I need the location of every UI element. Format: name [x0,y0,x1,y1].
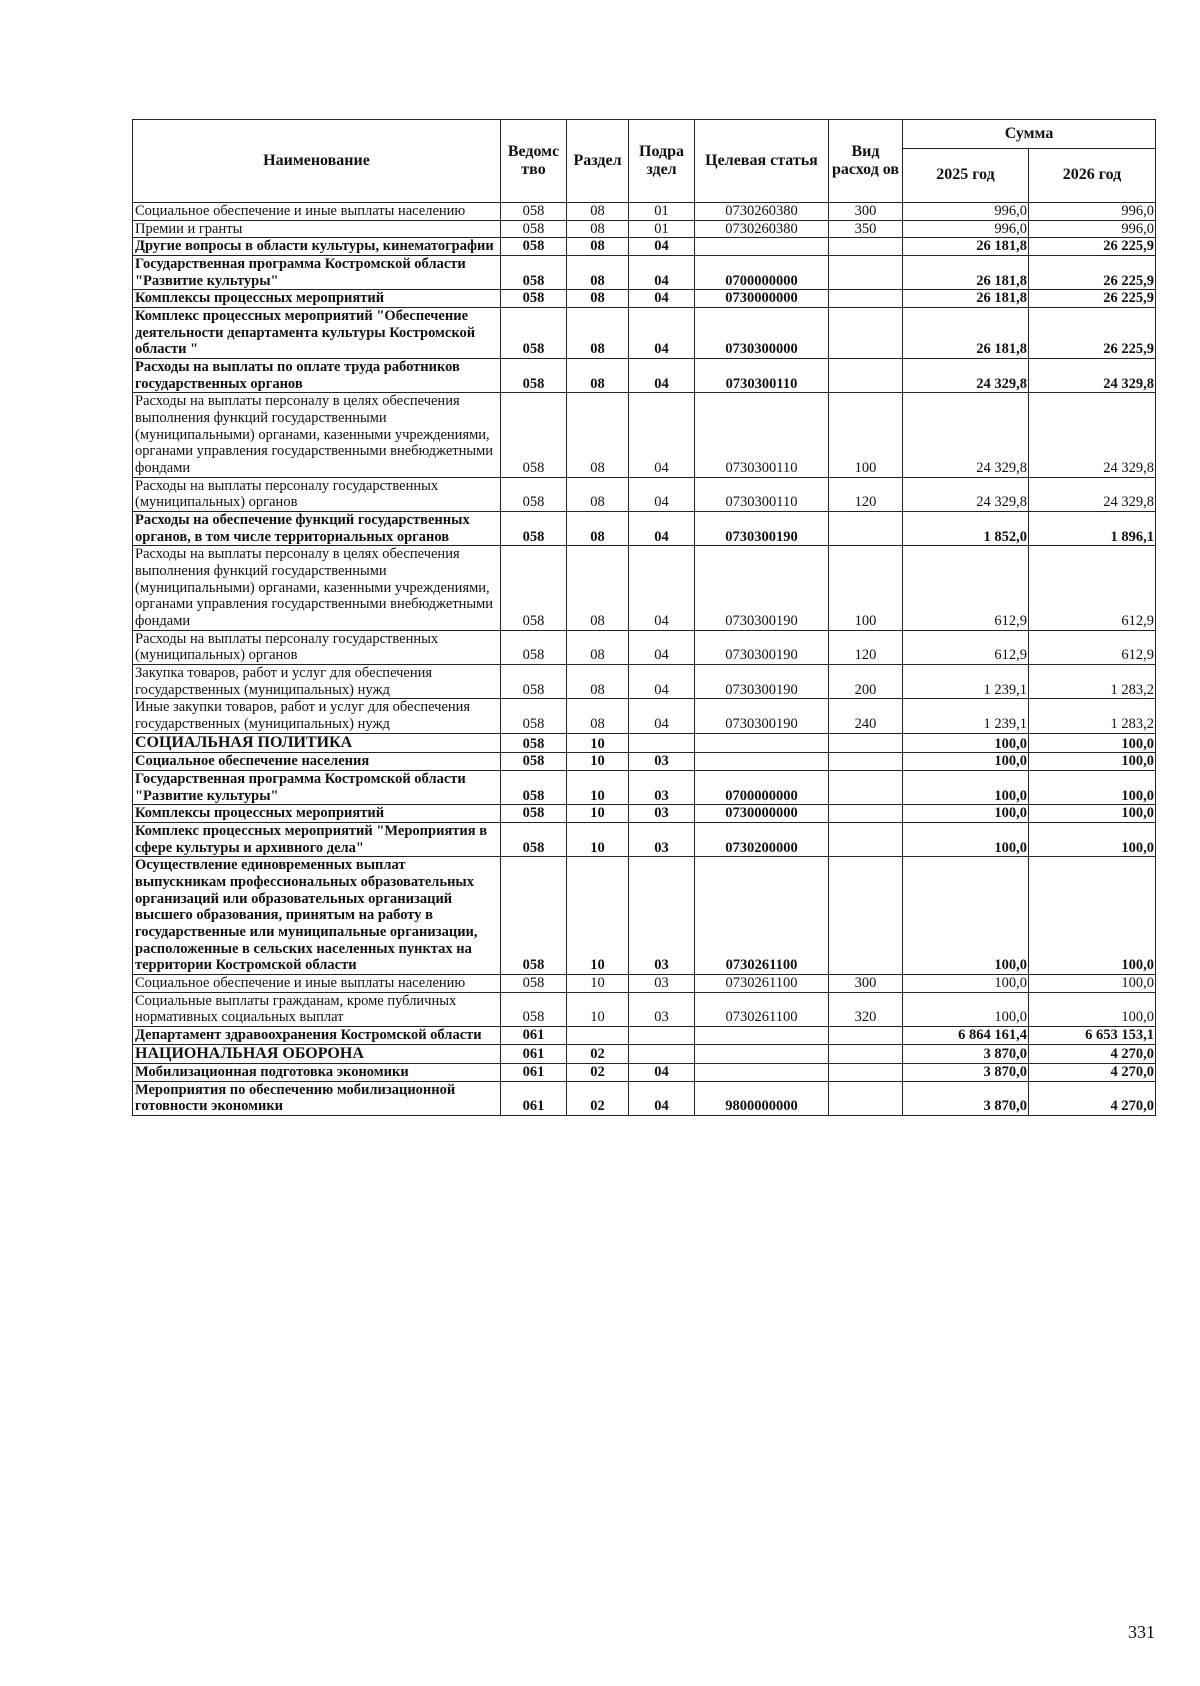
row-vid [829,1064,903,1082]
row-tselevaya: 0730260380 [695,220,829,238]
row-podrazdel: 04 [629,393,695,477]
row-sum-2026: 100,0 [1029,770,1156,804]
table-row [133,1026,1156,1044]
row-podrazdel: 03 [629,770,695,804]
table-row [133,770,1156,804]
row-sum-2026: 1 283,2 [1029,699,1156,733]
row-sum-2026: 26 225,9 [1029,290,1156,308]
row-podrazdel [629,1044,695,1063]
row-vid: 240 [829,699,903,733]
row-razdel: 10 [567,992,629,1026]
row-vedomstvo: 058 [501,359,567,393]
row-vid [829,308,903,359]
row-name: Социальное обеспечение и иные выплаты населению [133,203,501,221]
row-sum-2026: 100,0 [1029,822,1156,856]
row-vid [829,256,903,290]
row-vedomstvo: 058 [501,974,567,992]
row-vedomstvo: 058 [501,546,567,630]
row-sum-2025: 100,0 [903,753,1029,771]
table-row [133,1044,1156,1063]
table-row [133,992,1156,1026]
row-podrazdel [629,1026,695,1044]
row-razdel: 10 [567,770,629,804]
row-sum-2026: 24 329,8 [1029,477,1156,511]
header-vid: Вид расход ов [829,120,903,203]
row-sum-2026: 100,0 [1029,733,1156,752]
row-vid: 120 [829,477,903,511]
row-tselevaya: 0730261100 [695,974,829,992]
row-sum-2026: 6 653 153,1 [1029,1026,1156,1044]
row-podrazdel: 04 [629,630,695,664]
header-name: Наименование [133,120,501,203]
row-razdel: 10 [567,805,629,823]
row-name: Комплексы процессных мероприятий [133,290,501,308]
row-sum-2025: 612,9 [903,546,1029,630]
row-razdel: 08 [567,393,629,477]
table-row [133,733,1156,752]
row-vedomstvo: 058 [501,238,567,256]
row-razdel: 08 [567,699,629,733]
row-tselevaya: 0730300190 [695,665,829,699]
row-name: Мобилизационная подготовка экономики [133,1064,501,1082]
row-razdel: 08 [567,359,629,393]
row-sum-2025: 1 239,1 [903,665,1029,699]
row-podrazdel: 03 [629,822,695,856]
row-sum-2026: 26 225,9 [1029,256,1156,290]
row-vid [829,770,903,804]
row-name: Социальное обеспечение населения [133,753,501,771]
table-body [133,203,1156,1116]
row-tselevaya: 0730300110 [695,477,829,511]
header-vedomstvo: Ведомс тво [501,120,567,203]
table-row [133,753,1156,771]
row-name: Комплекс процессных мероприятий "Мероприятия в сфере культуры и архивного дела" [133,822,501,856]
row-tselevaya [695,238,829,256]
row-vedomstvo: 061 [501,1064,567,1082]
row-sum-2026: 1 283,2 [1029,665,1156,699]
row-razdel: 08 [567,665,629,699]
row-vedomstvo: 058 [501,203,567,221]
row-podrazdel: 04 [629,238,695,256]
row-sum-2026: 24 329,8 [1029,393,1156,477]
row-vid [829,753,903,771]
row-vedomstvo: 058 [501,290,567,308]
row-tselevaya: 0730200000 [695,822,829,856]
row-sum-2026: 24 329,8 [1029,359,1156,393]
row-tselevaya: 0730261100 [695,992,829,1026]
row-name: Государственная программа Костромской области "Развитие культуры" [133,256,501,290]
table-row [133,1081,1156,1115]
table-row [133,630,1156,664]
row-vid [829,290,903,308]
row-razdel: 10 [567,822,629,856]
row-razdel: 08 [567,203,629,221]
row-sum-2026: 100,0 [1029,857,1156,975]
row-podrazdel: 01 [629,203,695,221]
row-name: Комплекс процессных мероприятий "Обеспечение деятельности департамента культуры Костромской области " [133,308,501,359]
row-razdel: 10 [567,974,629,992]
row-name: Расходы на выплаты персоналу государственных (муниципальных) органов [133,477,501,511]
table-row [133,477,1156,511]
row-sum-2026: 100,0 [1029,753,1156,771]
row-sum-2025: 996,0 [903,220,1029,238]
row-name: Премии и гранты [133,220,501,238]
row-name: Иные закупки товаров, работ и услуг для обеспечения государственных (муниципальных) нужд [133,699,501,733]
row-vedomstvo: 058 [501,220,567,238]
table-row [133,308,1156,359]
row-podrazdel: 03 [629,805,695,823]
row-razdel: 08 [567,238,629,256]
row-razdel: 08 [567,290,629,308]
row-vid [829,238,903,256]
row-vid [829,1044,903,1063]
table-row [133,393,1156,477]
row-sum-2026: 26 225,9 [1029,308,1156,359]
header-summa: Сумма [903,120,1156,149]
row-tselevaya: 0730000000 [695,290,829,308]
row-sum-2025: 26 181,8 [903,308,1029,359]
table-row [133,220,1156,238]
row-razdel: 10 [567,733,629,752]
row-vid: 320 [829,992,903,1026]
row-sum-2025: 1 852,0 [903,512,1029,546]
row-vid [829,1081,903,1115]
row-name: Расходы на выплаты персоналу в целях обеспечения выполнения функций государственными (муниципальными) органами, казенными учреждениями, органами управления государственными внебюджетными фондами [133,393,501,477]
row-tselevaya: 0730260380 [695,203,829,221]
row-name: Расходы на обеспечение функций государственных органов, в том числе территориальных органов [133,512,501,546]
row-vid: 100 [829,546,903,630]
row-name: Комплексы процессных мероприятий [133,805,501,823]
row-sum-2025: 24 329,8 [903,393,1029,477]
row-vedomstvo: 058 [501,665,567,699]
row-name: Расходы на выплаты персоналу в целях обеспечения выполнения функций государственными (муниципальными) органами, казенными учреждениями, органами управления государственными внебюджетными фондами [133,546,501,630]
row-vedomstvo: 061 [501,1081,567,1115]
row-vid: 300 [829,203,903,221]
row-sum-2026: 612,9 [1029,630,1156,664]
row-sum-2025: 6 864 161,4 [903,1026,1029,1044]
row-vid: 100 [829,393,903,477]
row-razdel: 08 [567,512,629,546]
row-vedomstvo: 058 [501,393,567,477]
row-vedomstvo: 058 [501,822,567,856]
row-podrazdel: 04 [629,699,695,733]
row-sum-2025: 24 329,8 [903,477,1029,511]
row-tselevaya: 9800000000 [695,1081,829,1115]
row-tselevaya: 0730300190 [695,699,829,733]
row-sum-2026: 996,0 [1029,203,1156,221]
row-sum-2026: 100,0 [1029,805,1156,823]
row-vid: 200 [829,665,903,699]
row-name: Департамент здравоохранения Костромской области [133,1026,501,1044]
row-razdel: 10 [567,753,629,771]
row-vid: 300 [829,974,903,992]
row-tselevaya [695,1026,829,1044]
row-tselevaya: 0730300190 [695,546,829,630]
row-name: Расходы на выплаты по оплате труда работников государственных органов [133,359,501,393]
row-tselevaya: 0730300000 [695,308,829,359]
row-tselevaya [695,1064,829,1082]
row-vid [829,733,903,752]
row-sum-2025: 612,9 [903,630,1029,664]
row-sum-2025: 26 181,8 [903,238,1029,256]
row-vedomstvo: 058 [501,308,567,359]
header-podrazdel: Подра здел [629,120,695,203]
row-sum-2025: 996,0 [903,203,1029,221]
table-row [133,238,1156,256]
table-row [133,1064,1156,1082]
row-sum-2025: 100,0 [903,733,1029,752]
row-vedomstvo: 058 [501,992,567,1026]
row-sum-2025: 100,0 [903,770,1029,804]
row-vedomstvo: 058 [501,857,567,975]
row-razdel: 02 [567,1064,629,1082]
table-row [133,699,1156,733]
table-row [133,203,1156,221]
header-tselevaya: Целевая статья [695,120,829,203]
row-podrazdel [629,733,695,752]
table-row [133,974,1156,992]
row-razdel: 08 [567,546,629,630]
row-sum-2025: 100,0 [903,805,1029,823]
row-name: Социальные выплаты гражданам, кроме публичных нормативных социальных выплат [133,992,501,1026]
row-razdel: 02 [567,1081,629,1115]
row-sum-2025: 26 181,8 [903,290,1029,308]
row-sum-2026: 4 270,0 [1029,1044,1156,1063]
row-tselevaya: 0730300110 [695,393,829,477]
row-name: Расходы на выплаты персоналу государственных (муниципальных) органов [133,630,501,664]
header-year-2025: 2025 год [903,149,1029,203]
row-name: Другие вопросы в области культуры, кинематографии [133,238,501,256]
header-year-2026: 2026 год [1029,149,1156,203]
row-razdel: 08 [567,220,629,238]
header-razdel: Раздел [567,120,629,203]
row-vid [829,512,903,546]
row-razdel: 08 [567,630,629,664]
row-name: Осуществление единовременных выплат выпускникам профессиональных образовательных организаций или образовательных организаций высшего образования, принятым на работу в государственные или муниципальные организации, расположенные в сельских населенных пунктах на территории Костромской области [133,857,501,975]
row-vedomstvo: 058 [501,477,567,511]
row-vedomstvo: 061 [501,1026,567,1044]
row-tselevaya: 0730000000 [695,805,829,823]
row-vedomstvo: 061 [501,1044,567,1063]
row-vid: 120 [829,630,903,664]
table-row [133,359,1156,393]
row-sum-2025: 100,0 [903,857,1029,975]
row-razdel: 02 [567,1044,629,1063]
row-vid [829,1026,903,1044]
row-tselevaya: 0700000000 [695,770,829,804]
row-podrazdel: 04 [629,477,695,511]
row-vid [829,822,903,856]
row-sum-2025: 3 870,0 [903,1081,1029,1115]
row-tselevaya: 0730261100 [695,857,829,975]
row-tselevaya: 0730300190 [695,512,829,546]
page-number: 331 [1128,1622,1155,1642]
row-razdel: 08 [567,308,629,359]
table-header [133,120,1156,203]
row-tselevaya: 0700000000 [695,256,829,290]
table-row [133,857,1156,975]
row-vedomstvo: 058 [501,805,567,823]
row-podrazdel: 03 [629,753,695,771]
row-vid [829,359,903,393]
row-sum-2026: 100,0 [1029,992,1156,1026]
row-vedomstvo: 058 [501,512,567,546]
row-podrazdel: 04 [629,1064,695,1082]
row-sum-2025: 26 181,8 [903,256,1029,290]
row-vid [829,857,903,975]
row-podrazdel: 04 [629,256,695,290]
row-podrazdel: 01 [629,220,695,238]
row-vedomstvo: 058 [501,733,567,752]
row-sum-2026: 4 270,0 [1029,1081,1156,1115]
row-name: Государственная программа Костромской области "Развитие культуры" [133,770,501,804]
table-row [133,805,1156,823]
row-sum-2026: 100,0 [1029,974,1156,992]
row-tselevaya [695,753,829,771]
row-razdel: 08 [567,256,629,290]
row-vid: 350 [829,220,903,238]
row-podrazdel: 04 [629,290,695,308]
row-vid [829,805,903,823]
row-sum-2026: 612,9 [1029,546,1156,630]
row-sum-2025: 24 329,8 [903,359,1029,393]
row-name: НАЦИОНАЛЬНАЯ ОБОРОНА [133,1044,501,1063]
row-podrazdel: 04 [629,546,695,630]
row-sum-2025: 100,0 [903,974,1029,992]
table-row [133,256,1156,290]
table-row [133,512,1156,546]
row-razdel [567,1026,629,1044]
table-row [133,290,1156,308]
row-vedomstvo: 058 [501,630,567,664]
row-vedomstvo: 058 [501,256,567,290]
table-row [133,822,1156,856]
budget-table [132,119,1156,1116]
row-vedomstvo: 058 [501,753,567,771]
row-sum-2025: 1 239,1 [903,699,1029,733]
row-sum-2025: 3 870,0 [903,1044,1029,1063]
row-podrazdel: 04 [629,359,695,393]
row-sum-2025: 100,0 [903,822,1029,856]
row-podrazdel: 04 [629,1081,695,1115]
row-razdel: 10 [567,857,629,975]
row-vedomstvo: 058 [501,770,567,804]
row-name: Социальное обеспечение и иные выплаты населению [133,974,501,992]
row-podrazdel: 03 [629,974,695,992]
row-podrazdel: 04 [629,665,695,699]
row-sum-2025: 3 870,0 [903,1064,1029,1082]
table-row [133,546,1156,630]
row-podrazdel: 03 [629,857,695,975]
row-razdel: 08 [567,477,629,511]
row-vedomstvo: 058 [501,699,567,733]
row-tselevaya [695,733,829,752]
row-sum-2026: 26 225,9 [1029,238,1156,256]
row-tselevaya [695,1044,829,1063]
row-podrazdel: 04 [629,308,695,359]
row-name: СОЦИАЛЬНАЯ ПОЛИТИКА [133,733,501,752]
row-name: Закупка товаров, работ и услуг для обеспечения государственных (муниципальных) нужд [133,665,501,699]
row-sum-2026: 1 896,1 [1029,512,1156,546]
row-sum-2026: 996,0 [1029,220,1156,238]
row-podrazdel: 04 [629,512,695,546]
table-row [133,665,1156,699]
row-name: Мероприятия по обеспечению мобилизационной готовности экономики [133,1081,501,1115]
row-sum-2025: 100,0 [903,992,1029,1026]
row-podrazdel: 03 [629,992,695,1026]
row-tselevaya: 0730300190 [695,630,829,664]
row-tselevaya: 0730300110 [695,359,829,393]
row-sum-2026: 4 270,0 [1029,1064,1156,1082]
